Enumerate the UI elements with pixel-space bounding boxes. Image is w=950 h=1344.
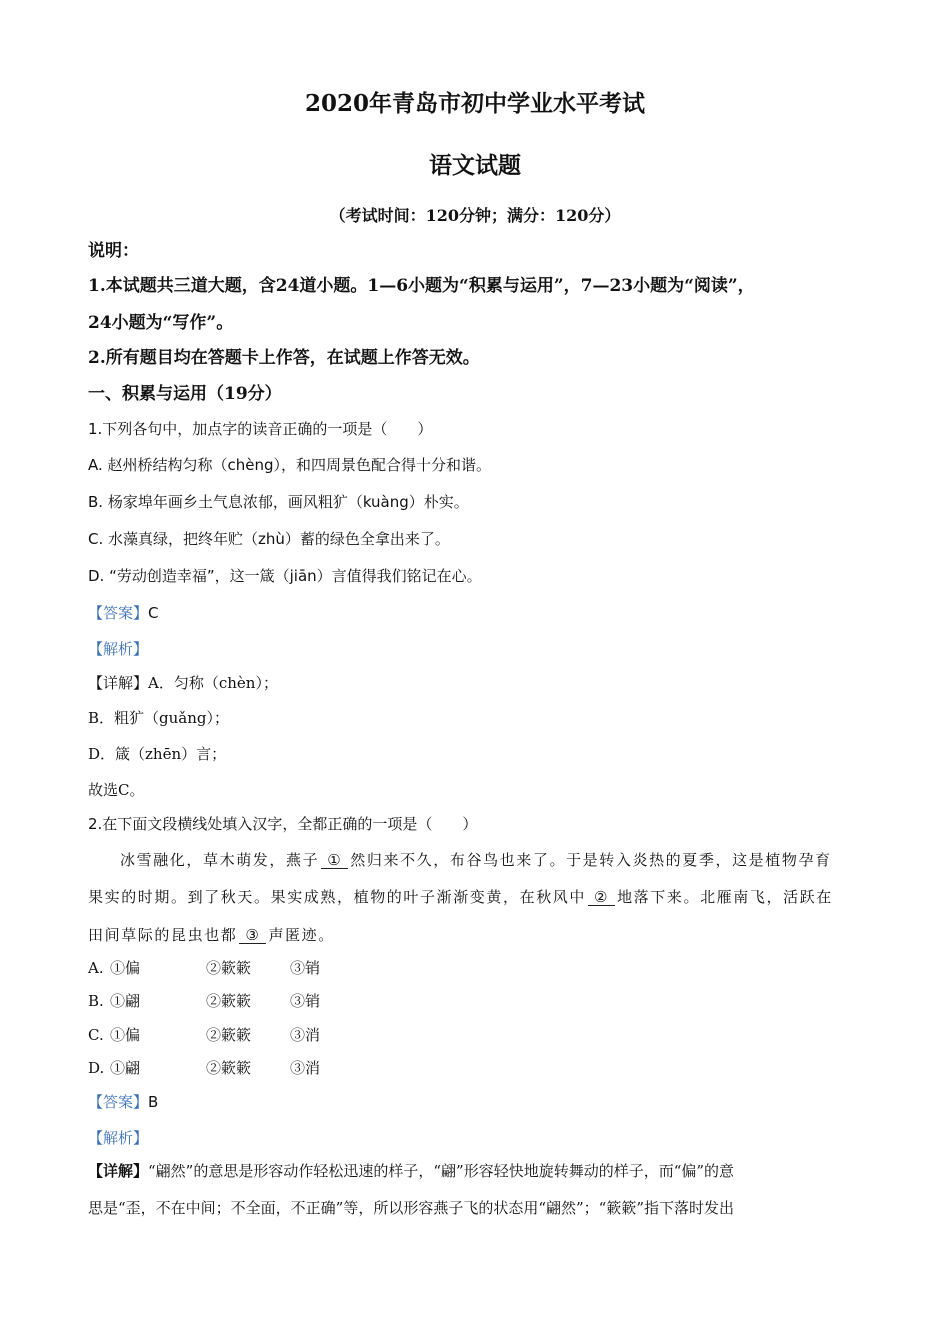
detail-text: A．匀称（chèn）；	[148, 674, 278, 692]
detail-text: “翩然”的意思是形容动作轻松迅速的样子，“翩”形容轻快地旋转舞动的样子，而“偏”的意	[148, 1162, 735, 1180]
detail-label: 【详解】	[88, 674, 149, 692]
option-part: ①翩	[110, 1059, 141, 1077]
section-heading: 一、积累与运用（19分）	[88, 384, 282, 404]
passage-text: 田间草际的昆虫也都	[88, 926, 238, 944]
instruction-item-1-cont: 24小题为“写作”。	[88, 313, 234, 333]
question-1-detail-b: B．粗犷（guǎng）；	[88, 709, 229, 727]
option-part: ②簌簌	[206, 1059, 252, 1077]
option-part: ②簌簌	[206, 959, 252, 977]
detail-label: 【详解】	[88, 1162, 149, 1180]
option-part: ①偏	[110, 1026, 141, 1044]
passage-text: 果实的时期。到了秋天。果实成熟，植物的叶子渐渐变黄，在秋风中	[88, 888, 587, 906]
question-1-option-d: D. “劳动创造幸福”，这一箴（jiān）言值得我们铭记在心。	[88, 567, 482, 585]
option-part: ②簌簌	[206, 992, 252, 1010]
passage-text: 冰雪融化，草木萌发，燕子	[120, 851, 320, 869]
blank-1: ①	[321, 852, 348, 869]
passage-line-2	[88, 887, 833, 907]
option-key: D.	[88, 1059, 105, 1077]
passage-text: 声匿迹。	[268, 926, 335, 944]
option-part: ①翩	[110, 992, 141, 1010]
option-key: C.	[88, 1026, 104, 1044]
answer-label: 【答案】	[88, 604, 149, 622]
question-1-detail-a	[88, 673, 278, 693]
question-2-option-c	[88, 1025, 320, 1045]
question-2-option-a	[88, 958, 320, 978]
question-2-option-d	[88, 1058, 320, 1078]
answer-label: 【答案】	[88, 1093, 149, 1111]
instruction-item-2: 2.所有题目均在答题卡上作答，在试题上作答无效。	[88, 348, 480, 368]
question-1-stem: 1.下列各句中，加点字的读音正确的一项是（ ）	[88, 420, 433, 438]
passage-text: 地落下来。北雁南飞，活跃在	[617, 888, 833, 906]
exam-meta: （考试时间：120分钟；满分：120分）	[329, 206, 621, 225]
passage-line-3	[88, 925, 335, 945]
answer-value: C	[148, 604, 159, 622]
question-1-option-b: B. 杨家埠年画乡土气息浓郁，画风粗犷（kuàng）朴实。	[88, 493, 469, 511]
question-1-analysis-label: 【解析】	[88, 640, 149, 658]
question-1-answer	[88, 603, 159, 623]
option-part: ③销	[290, 959, 321, 977]
question-2-detail-line-2: 思是“歪，不在中间；不全面，不正确”等，所以形容燕子飞的状态用“翩然”；“簌簌”指下落时发出	[88, 1199, 735, 1217]
instructions-label: 说明：	[88, 241, 139, 261]
option-key: A.	[88, 959, 104, 977]
question-2-analysis-label: 【解析】	[88, 1129, 149, 1147]
question-2-option-b	[88, 991, 320, 1011]
question-1-option-a: A. 赵州桥结构匀称（chèng），和四周景色配合得十分和谐。	[88, 456, 492, 474]
option-part: ③销	[290, 992, 321, 1010]
option-part: ②簌簌	[206, 1026, 252, 1044]
option-part: ①偏	[110, 959, 141, 977]
blank-3: ③	[239, 927, 266, 944]
question-2-stem: 2.在下面文段横线处填入汉字，全都正确的一项是（ ）	[88, 815, 478, 833]
option-key: B.	[88, 992, 104, 1010]
question-1-option-c: C. 水藻真绿，把终年贮（zhù）蓄的绿色全拿出来了。	[88, 530, 450, 548]
question-2-detail-line-1	[88, 1161, 734, 1181]
instruction-item-1: 1.本试题共三道大题，含24道小题。1—6小题为“积累与运用”，7—23小题为“阅读”，	[88, 276, 755, 296]
passage-line-1	[120, 850, 832, 870]
question-2-answer	[88, 1092, 158, 1112]
passage-text: 然归来不久，布谷鸟也来了。于是转入炎热的夏季，这是植物孕育	[350, 851, 832, 869]
exam-title: 2020年青岛市初中学业水平考试	[304, 90, 645, 117]
exam-subtitle: 语文试题	[429, 152, 521, 179]
answer-value: B	[148, 1093, 159, 1111]
option-part: ③消	[290, 1059, 321, 1077]
option-part: ③消	[290, 1026, 321, 1044]
blank-2: ②	[588, 889, 615, 906]
question-1-detail-d: D．箴（zhēn）言；	[88, 745, 227, 763]
question-1-conclusion: 故选C。	[88, 781, 145, 799]
